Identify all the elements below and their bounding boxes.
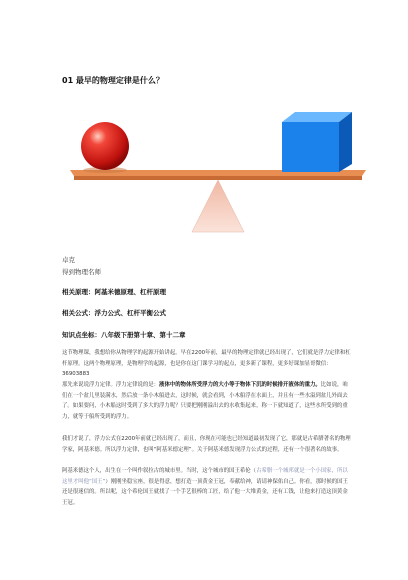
- paragraph-archimedes: 我们才说了，浮力公式在2200年前就已经出现了，而且，你现在可能也已经知道最初发现了它，那就是古希腊著名的物理学家，阿基米德。所以浮力定律，也叫“阿基米德定理”。关于阿基米德发现浮力公式的过程，还有一个很著名的故事。: [62, 436, 351, 453]
- story-rest: ）刚刚坐稳宝座，很是得意，想打造一顶黄金王冠，奉献给神，请请神保佑自己。你看，那时候的国王还是很迷信的。所以呢，这个希伦国王就找了一个手艺很棒的工匠，给了他一大堆黄金，还有工钱，让他来打造这顶黄金王冠。: [62, 478, 348, 506]
- author-name: 卓克: [62, 256, 75, 264]
- paragraph-story: [62, 466, 352, 508]
- buoyancy-example: 比如说，咱们在一个盆儿里装满水，然后放一条小木船进去，这时候，就会看到，小木船浮在水面上，并且有一些水溢到盆儿外面去了。如果要问，小木船这时受到了多大的浮力呢？只要把刚刚溢出去的水收集起来，称一下就知道了，这些水所受到的重力，就等于船所受到的浮力。: [62, 382, 348, 420]
- red-ball: [81, 122, 129, 170]
- blue-cube: [282, 112, 352, 172]
- buoyancy-law: 液体中的物体所受浮力的大小等于物体下沉的时候排开液体的重力。: [159, 382, 321, 388]
- related-formula: 相关公式：浮力公式、杠杆平衡公式: [62, 309, 166, 317]
- paragraph-intro: 这节物理课，我想给你从物理学的起源开始讲起。早在2200年前，最早的物理定律就已经出现了，它们就是浮力定律和杠杆原理。这两个物理原理，是物理学的起源，也是你在这门课学习的起点，更多新了课程，更多好课加显哥微信：36903883: [62, 350, 351, 378]
- story-note: 古希腊一个城邦就是一个小国家，所以这里才叫他“国王”: [62, 468, 348, 485]
- page-title: 01 最早的物理定律是什么？: [62, 76, 164, 85]
- story-lead: 阿基米德这个人，出生在一个叫作叙拉古的城市里。当时，这个城市的国王希伦（: [62, 468, 257, 474]
- fulcrum-triangle: [192, 180, 244, 232]
- author-role: 得到物理名师: [62, 268, 101, 276]
- related-principle: 相关原理：阿基米德原理、杠杆原理: [62, 288, 166, 296]
- paragraph-buoyancy: [62, 380, 352, 422]
- buoyancy-lead: 那先来说说浮力定律。浮力定律说的是：: [62, 382, 160, 388]
- lever-illustration: [60, 108, 370, 238]
- knowledge-coordinate: 知识点坐标：八年级下册第十章、第十二章: [62, 331, 186, 339]
